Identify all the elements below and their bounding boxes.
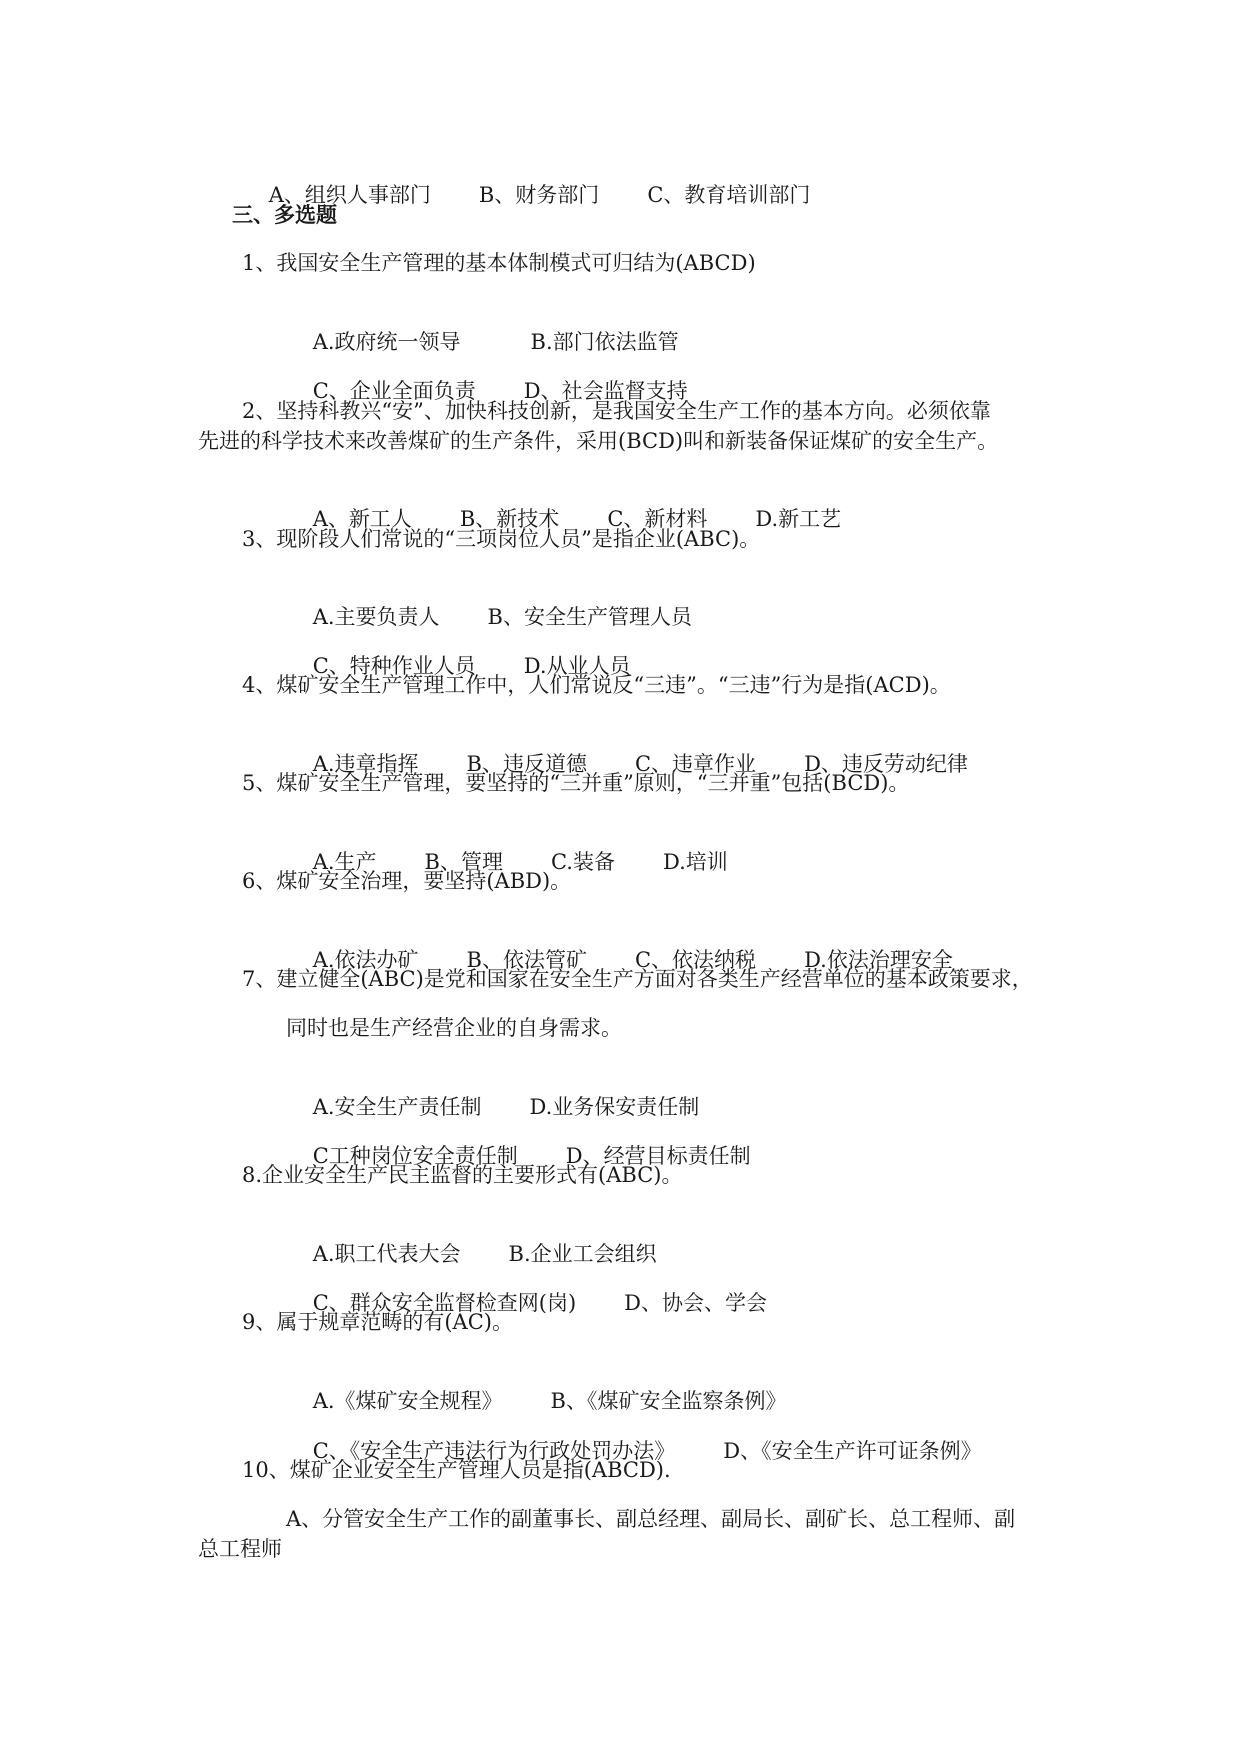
option-d: D.新工艺 [755, 507, 842, 531]
question-10-stem: 10、煤矿企业安全生产管理人员是指(ABCD). [242, 1458, 671, 1482]
option-a: A.违章指挥 [312, 752, 419, 776]
option-b: B、依法管矿 [466, 948, 587, 972]
option-b: B、新技术 [459, 507, 560, 531]
option-b: B、财务部门 [478, 183, 600, 207]
question-7-stem-line1: 7、建立健全(ABC)是党和国家在安全生产方面对各类生产经营单位的基本政策要求， [242, 967, 1033, 991]
option-a: A.安全生产责任制 [312, 1095, 482, 1119]
option-b: B、管理 [424, 850, 503, 874]
option-b: B、《煤矿安全监察条例》 [550, 1389, 787, 1413]
option-b: B、违反道德 [466, 752, 587, 776]
option-c: C、群众安全监督检查网(岗) [312, 1291, 577, 1315]
question-1-stem: 1、我国安全生产管理的基本体制模式可归结为(ABCD) [242, 251, 756, 275]
option-a: A.生产 [312, 850, 377, 874]
option-c: C、企业全面负责 [312, 379, 476, 403]
question-8-stem: 8.企业安全生产民主监督的主要形式有(ABC)。 [242, 1163, 683, 1187]
question-3-stem: 3、现阶段人们常说的“三项岗位人员”是指企业(ABC)。 [242, 527, 761, 551]
option-a: A、组织人事部门 [268, 183, 431, 207]
question-10-option-line2: 总工程师 [198, 1537, 282, 1561]
question-6-stem: 6、煤矿安全治理，要坚持(ABD)。 [242, 869, 572, 893]
option-d: D.从业人员 [523, 654, 631, 678]
question-2-stem-line1: 2、坚持科教兴“安”、加快科技创新，是我国安全生产工作的基本方向。必须依靠 [242, 399, 991, 423]
option-d: D.业务保安责任制 [529, 1095, 700, 1119]
option-d: D.依法治理安全 [804, 948, 953, 972]
option-d: D、协会、学会 [624, 1291, 767, 1315]
option-c: C、《安全生产违法行为行政处罚办法》 [312, 1439, 676, 1463]
option-a: A、新工人 [312, 507, 412, 531]
option-c: C、新材料 [607, 507, 708, 531]
option-c: C、教育培训部门 [647, 183, 811, 207]
option-c: C、特种作业人员 [312, 654, 476, 678]
section-title: 三、多选题 [232, 203, 337, 227]
option-d: D、违反劳动纪律 [804, 752, 968, 776]
question-5-stem: 5、煤矿安全生产管理，要坚持的“三并重”原则，“三并重”包括(BCD)。 [242, 771, 910, 795]
option-b: B.部门依法监管 [530, 330, 679, 354]
option-b: B、安全生产管理人员 [487, 605, 692, 629]
option-a: A.政府统一领导 [312, 330, 461, 354]
option-d: D、《安全生产许可证条例》 [723, 1439, 982, 1463]
option-b: B.企业工会组织 [508, 1242, 657, 1266]
question-7-stem-line2: 同时也是生产经营企业的自身需求。 [286, 1016, 622, 1040]
question-4-stem: 4、煤矿安全生产管理工作中，人们常说反“三违”。“三违”行为是指(ACD)。 [242, 673, 951, 697]
option-c: C.装备 [550, 850, 615, 874]
option-c: C工种岗位安全责任制 [312, 1144, 518, 1168]
option-d: D、经营目标责任制 [565, 1144, 751, 1168]
question-9-stem: 9、属于规章范畴的有(AC)。 [242, 1310, 513, 1334]
option-a: A.《煤矿安全规程》 [312, 1389, 503, 1413]
option-a: A.依法办矿 [312, 948, 419, 972]
option-d: D.培训 [662, 850, 728, 874]
question-2-stem-line2: 先进的科学技术来改善煤矿的生产条件，采用(BCD)叫和新装备保证煤矿的安全生产。 [198, 429, 999, 453]
option-c: C、违章作业 [634, 752, 757, 776]
option-c: C、依法纳税 [634, 948, 757, 972]
option-a: A.职工代表大会 [312, 1242, 461, 1266]
option-a: A.主要负责人 [312, 605, 440, 629]
question-10-option-line1: A、分管安全生产工作的副董事长、副总经理、副局长、副矿长、总工程师、副 [286, 1507, 1016, 1531]
option-d: D、社会监督支持 [523, 379, 688, 403]
